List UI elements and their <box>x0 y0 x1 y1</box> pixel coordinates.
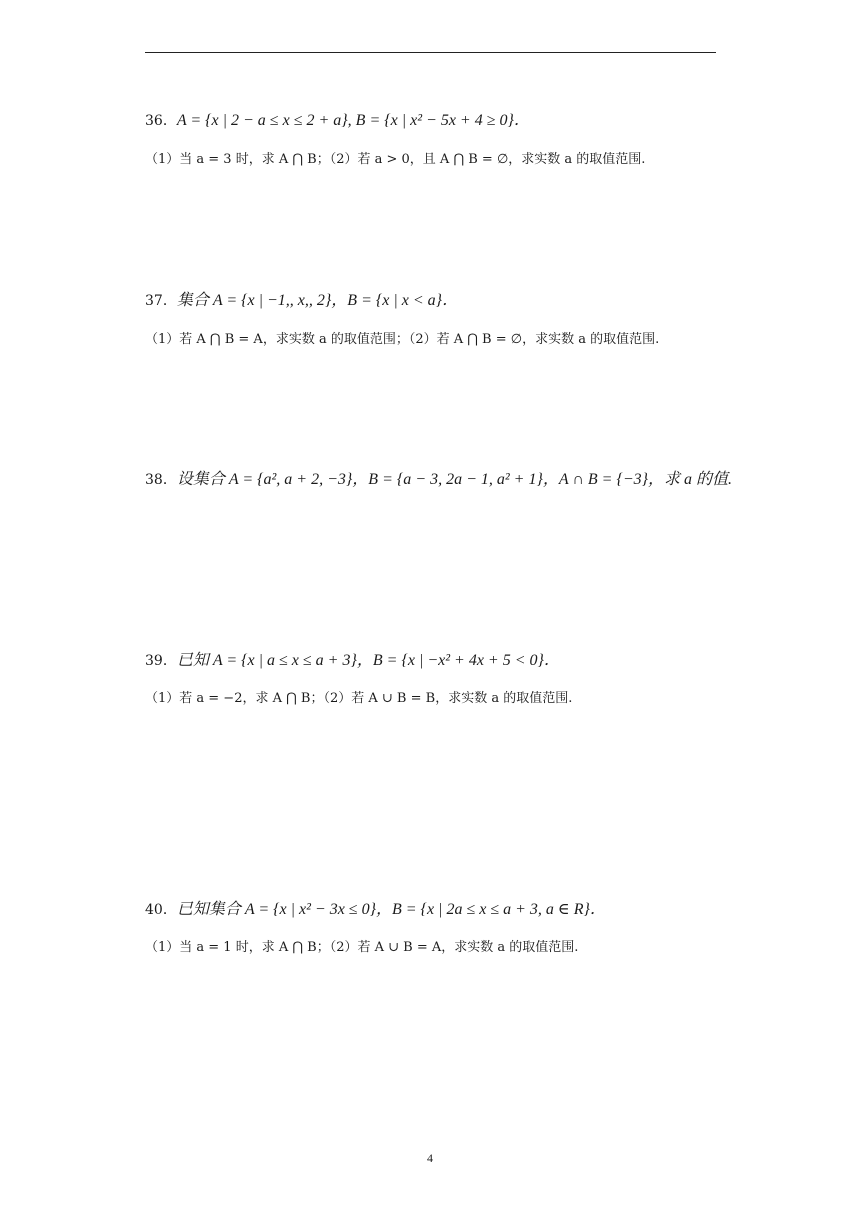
problem-number: 40． <box>145 902 177 918</box>
problem-40 <box>145 899 745 959</box>
problem-number: 37． <box>145 293 177 309</box>
problem-formula: A = {x | 2 − a ≤ x ≤ 2 + a}, B = {x | x² − 5x + 4 ≥ 0}． <box>176 112 530 129</box>
problem-38 <box>145 469 745 491</box>
problem-statement <box>145 290 745 312</box>
problem-36 <box>145 110 745 171</box>
problem-formula: 已知集合 A = {x | x² − 3x ≤ 0}，B = {x | 2a ≤ x ≤ a + 3, a ∈ R}． <box>176 901 606 918</box>
problem-statement <box>145 110 745 132</box>
problem-formula: 设集合 A = {a², a + 2, −3}，B = {a − 3, 2a − 1, a² + 1}，A ∩ B = {−3}，求 a 的值. <box>176 471 733 488</box>
problem-formula: 已知 A = {x | a ≤ x ≤ a + 3}，B = {x | −x² + 4x + 5 < 0}． <box>176 652 560 669</box>
problem-number: 38． <box>145 472 177 488</box>
problem-39 <box>145 650 745 710</box>
problem-question: （1）当 a = 3 时，求 A ⋂ B；（2）若 a > 0，且 A ⋂ B = ∅，求实数 a 的取值范围. <box>145 152 646 167</box>
problem-statement <box>145 899 745 921</box>
header-rule <box>145 52 716 53</box>
problem-question: （1）当 a = 1 时，求 A ⋂ B；（2）若 A ∪ B = A，求实数 a 的取值范围. <box>145 940 579 955</box>
problem-number: 36． <box>145 113 177 129</box>
problem-statement <box>145 469 745 491</box>
problem-statement <box>145 650 745 672</box>
page-number: 4 <box>427 1151 433 1165</box>
problem-question: （1）若 a = −2，求 A ⋂ B；（2）若 A ∪ B = B，求实数 a 的取值范围. <box>145 691 573 706</box>
problem-question: （1）若 A ⋂ B = A，求实数 a 的取值范围；（2）若 A ⋂ B = ∅，求实数 a 的取值范围. <box>145 332 660 347</box>
problem-37 <box>145 290 745 351</box>
problem-number: 39． <box>145 653 177 669</box>
problem-formula: 集合 A = {x | −1,, x,, 2}，B = {x | x < a}． <box>176 292 459 309</box>
